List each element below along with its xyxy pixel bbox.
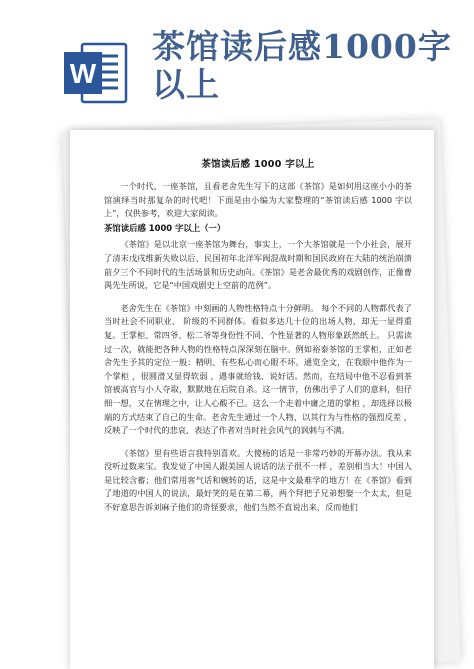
body-paragraph: 《茶馆》里有些语言我特别喜欢。大傻杨的话是一非常巧妙的开幕办法。我从来没听过数来宝。我发觉了中国人跟美国人说话的法子很不一样 ，差别相当大！中国人是比较含蓄；他们常用客气话和婉转的话，这是中文最难学的地方！在《茶馆》看到了地道的中国人的说法，最好笑的是在第二幕，两个拜把子兄弟想娶一个太太，但是不好意思告诉刘麻子他们的奇怪要求，他们当然不直说出来，反而他们: [104, 447, 412, 513]
header-banner: [0, 0, 474, 130]
word-document-icon: [60, 38, 132, 110]
body-paragraph: 《茶馆》是以北京一座茶馆为舞台，事实上，一个大茶馆就是一个小社会，展开了清末戊戌维新失败以后、民国初年北洋军阀混战时期和国民政府在大陆的统治崩溃前夕三个不同时代的生活场景和历史动向。《茶馆》是老舍最优秀的戏剧创作，正像曹禺先生所说，它是“中国戏剧史上空前的范例”。: [104, 239, 412, 291]
section-heading: 茶馆读后感 1000 字以上（一）: [104, 222, 226, 233]
document-page: [70, 130, 434, 669]
document-title: 茶馆读后感 1000 字以上: [201, 159, 315, 170]
intro-paragraph: 一个时代，一座茶馆，且看老舍先生写下的这部《茶馆》是如何用这座小小的茶馆演绎当时那复杂的时代吧！下面是由小编为大家整理的“茶馆读后感 1000 字以上”，仅供参考，欢迎大家阅读。: [104, 181, 412, 219]
word-logo-letter: W: [69, 58, 97, 89]
page-title: 茶馆读后感1000字以上: [152, 27, 452, 104]
body-paragraph: 老舍先生在《茶馆》中刻画的人物性格特点十分鲜明。 每个不同的人物都代表了当时社会不同职业、 阶级的不同群体。看似多达几十位的出场人物，却无一显得重复。王掌柜、常四爷、松二爷等身份性不同、个性显著的人物形象跃然纸上。 只需读过一次，就能把各种人物的性格特点深深刻在脑中。例如裕泰茶馆的王掌柜，正如老舍先生予其的定位一般：精明、有些私心而心眼不坏。通览全文，在我眼中他作为一个掌柜 ，很圆滑又显得软弱 ，遇事就给钱、说好话。然而，在结局中他不忍看到茶馆被高官与小人夺取，默默地在后院自杀。这一情节，仿佛出乎了人们的意料，但仔细一想，又在情理之中，让人心酸不已。这么一个走着中庸之道的掌柜 ，却选择以极端的方式结束了自己的生命。老舍先生通过一个人物，以其行为与性格的强烈反差 ，反映了一个时代的悲哀，表达了作者对当时社会风气的讽刺与不满。: [104, 302, 412, 436]
